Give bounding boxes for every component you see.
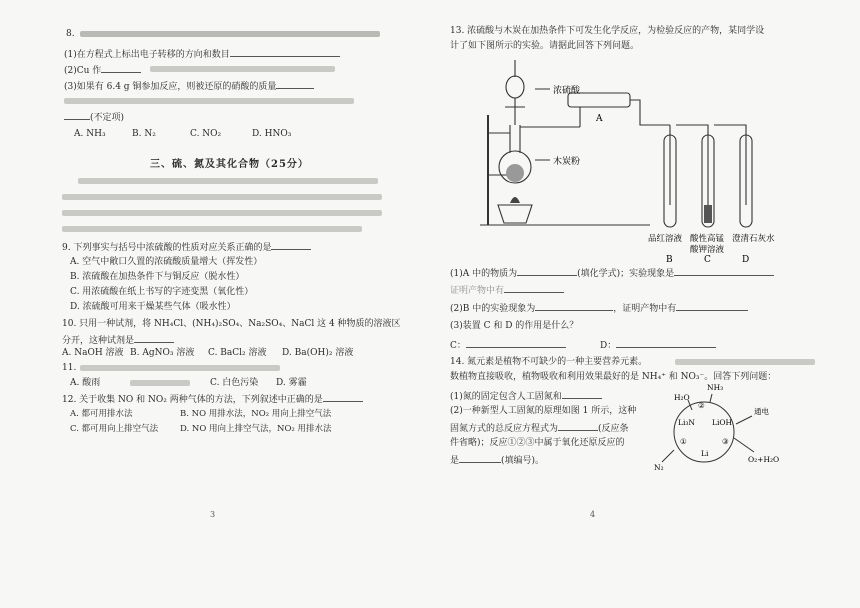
flame xyxy=(510,197,520,203)
label-sol-b: 品红溶液 xyxy=(648,234,683,244)
q8-stem-illegible xyxy=(80,31,380,37)
label-c: C xyxy=(704,255,711,265)
q8-part2 xyxy=(64,63,141,77)
q8-option-b: B. N₂ xyxy=(132,129,156,139)
q13-part2-blank xyxy=(535,301,613,311)
q12-option-b: B. NO 用排水法，NO₂ 用向上排空气法 xyxy=(180,409,332,419)
q12-option-d: D. NO 用向上排空气法，NO₂ 用排水法 xyxy=(180,424,332,434)
q8-part4-blank xyxy=(64,110,90,120)
label-power: 通电 xyxy=(754,407,769,416)
q11-option-d: D. 雾霾 xyxy=(276,378,307,388)
section-intro-line-1 xyxy=(78,178,378,184)
q8-part4-note: (不定项) xyxy=(90,113,125,123)
q12-option-c: C. 都可用向上排空气法 xyxy=(70,424,159,434)
q13-part3-c-label: C： xyxy=(450,341,466,351)
q13-part2 xyxy=(450,301,748,315)
charcoal-powder xyxy=(506,164,524,182)
q11-option-c: C. 白色污染 xyxy=(210,378,259,388)
q10-blank xyxy=(134,333,174,343)
q14-part1-blank xyxy=(562,389,602,399)
q11-option-b-illegible xyxy=(130,380,190,386)
right-page-number: 4 xyxy=(590,510,596,519)
q14-part2e xyxy=(450,453,544,467)
q8-part4-tail xyxy=(64,110,124,124)
q8-part3-text: (3)如果有 6.4 g 铜参加反应，则被还原的硝酸的质量 xyxy=(64,82,277,92)
q13-part3-d-label: D： xyxy=(600,341,617,351)
q13-part3: (3)装置 C 和 D 的作用是什么？ xyxy=(450,321,579,331)
q10-option-c: C. BaCl₂ 溶液 xyxy=(208,348,267,358)
q14-part2b-blank xyxy=(558,421,598,431)
q13-part2-text: (2)B 中的实验现象为 xyxy=(450,304,536,314)
section-intro-line-2 xyxy=(62,194,382,200)
q13-part1 xyxy=(450,266,774,280)
label-step-2: ② xyxy=(698,401,705,410)
q13-part1-text: (1)A 中的物质为 xyxy=(450,269,518,279)
q13-part3-d-blank xyxy=(616,338,716,348)
q13-part2-blank2 xyxy=(676,301,748,311)
q10-stem2 xyxy=(62,333,174,347)
q10-option-d: D. Ba(OH)₂ 溶液 xyxy=(282,348,354,358)
label-sol-d: 澄清石灰水 xyxy=(732,234,775,244)
q8-option-c: C. NO₂ xyxy=(190,129,222,139)
q14-part2: (2)一种新型人工固氮的原理如图 1 所示，这种 xyxy=(450,406,637,416)
q14-stem: 14. 氮元素是植物不可缺少的一种主要营养元素。 xyxy=(450,357,648,367)
label-step-1: ① xyxy=(680,437,687,446)
section-intro-line-3 xyxy=(62,210,382,216)
label-o2h2o: O₂+H₂O xyxy=(748,455,780,464)
label-li3n: Li₃N xyxy=(678,418,695,427)
q13-part1c xyxy=(450,283,564,297)
funnel-body xyxy=(506,76,524,98)
q11-number: 11. xyxy=(62,363,77,373)
q8-number: 8. xyxy=(66,29,75,39)
q9-option-b: B. 浓硫酸在加热条件下与铜反应（脱水性） xyxy=(70,272,245,282)
connecting-tubes xyxy=(670,125,746,205)
arrow-nh3 xyxy=(710,394,712,402)
q13-stem: 13. 浓硫酸与木炭在加热条件下可发生化学反应，为检验反应的产物，某同学设 xyxy=(450,26,765,36)
q10-stem2-text: 分开，这种试剂是 xyxy=(62,336,135,346)
q14-part2e-text: 是 xyxy=(450,456,460,466)
q14-stem-illegible xyxy=(675,359,815,365)
label-n2: N₂ xyxy=(654,463,664,472)
label-step-3: ③ xyxy=(722,437,729,446)
q14-part2e-blank xyxy=(459,453,501,463)
q8-part3 xyxy=(64,79,314,93)
q14-part2b-text: 固氮方式的总反应方程式为 xyxy=(450,424,559,434)
right-page xyxy=(430,0,860,608)
q8-part1-text: (1)在方程式上标出电子转移的方向和数目 xyxy=(64,50,230,60)
left-page-number: 3 xyxy=(210,510,216,519)
q10-stem: 10. 只用一种试剂，将 NH₄Cl、(NH₄)₂SO₄、Na₂SO₄、NaCl 这 4 种物质的溶液区 xyxy=(62,319,401,329)
permanganate-solution xyxy=(704,205,712,223)
label-lioh: LiOH xyxy=(712,418,733,427)
q13-part1-text2: (填化学式)；实验现象是 xyxy=(577,269,675,279)
q12-stem-text: 12. 关于收集 NO 和 NO₂ 两种气体的方法，下列叙述中正确的是 xyxy=(62,395,323,405)
label-nh3: NH₃ xyxy=(707,383,724,392)
q11-option-a: A. 酸雨 xyxy=(70,378,101,388)
q13-part3-d xyxy=(600,338,716,352)
q13-part1-blank2 xyxy=(674,266,774,276)
q13-apparatus-diagram xyxy=(450,55,830,265)
q14-part2f-text: (填编号)。 xyxy=(501,456,545,466)
label-acid: 浓硫酸 xyxy=(553,86,581,96)
q13-part1c-text: 证明产物中有 xyxy=(450,286,505,296)
q13-part3-c-blank xyxy=(466,338,566,348)
label-sol-c2: 酸钾溶液 xyxy=(690,245,725,255)
q14-part2c-text: (反应条 xyxy=(598,424,629,434)
q8-option-a: A. NH₃ xyxy=(74,129,106,139)
q9-stem-text: 9. 下列事实与括号中浓硫酸的性质对应关系正确的是 xyxy=(62,243,272,253)
q12-blank xyxy=(323,392,363,402)
q13-part1-blank xyxy=(517,266,577,276)
q8-part2-text: (2)Cu 作 xyxy=(64,66,102,76)
q8-part2-illegible xyxy=(150,66,335,72)
label-li: Li xyxy=(701,449,709,458)
section-intro-line-4 xyxy=(62,226,362,232)
nitrogen-fixation-cycle-diagram xyxy=(652,380,822,472)
q12-stem xyxy=(62,392,363,406)
q8-part2-blank xyxy=(101,63,141,73)
q8-option-d: D. HNO₃ xyxy=(252,129,292,139)
q13-part2-text2: ，证明产物中有 xyxy=(613,304,677,314)
label-sol-c: 酸性高锰 xyxy=(690,234,725,244)
arrow-o2h2o xyxy=(734,438,754,452)
tubing-to-b xyxy=(630,100,670,125)
q14-stem2: 数植物直接吸收，植物吸收和利用效果最好的是 NH₄⁺ 和 NO₃⁻。回答下列问题： xyxy=(450,372,777,382)
q9-blank xyxy=(271,240,311,250)
q10-option-b: B. AgNO₃ 溶液 xyxy=(130,348,195,358)
burner xyxy=(498,205,532,223)
arrow-n2 xyxy=(662,450,674,462)
q9-option-a: A. 空气中敞口久置的浓硫酸质量增大（挥发性） xyxy=(70,257,263,267)
q9-option-d: D. 浓硫酸可用来干燥某些气体（吸水性） xyxy=(70,302,236,312)
q8-part1 xyxy=(64,47,340,61)
q8-part3-blank xyxy=(276,79,314,89)
q9-option-c: C. 用浓硫酸在纸上书写的字迹变黑（氧化性） xyxy=(70,287,254,297)
q10-option-a: A. NaOH 溶液 xyxy=(62,348,124,358)
q13-part3-c xyxy=(450,338,566,352)
label-d: D xyxy=(742,255,750,265)
label-h2o: H₂O xyxy=(674,393,690,402)
q14-part2b xyxy=(450,421,629,435)
q14-part2d: 件省略)；反应①②③中属于氧化还原反应的 xyxy=(450,438,625,448)
label-charcoal: 木炭粉 xyxy=(553,157,581,167)
label-b: B xyxy=(666,255,673,265)
section-3-heading: 三、硫、氮及其化合物（25分） xyxy=(150,159,309,170)
q8-part1-blank xyxy=(230,47,340,57)
q13-stem2: 计了如下图所示的实验。请据此回答下列问题。 xyxy=(450,41,640,51)
q14-part1-text: (1)氮的固定包含人工固氮和 xyxy=(450,392,562,402)
arrow-power xyxy=(736,416,752,424)
q13-part1c-blank xyxy=(504,283,564,293)
q12-option-a: A. 都可用排水法 xyxy=(70,409,133,419)
q9-stem xyxy=(62,240,311,254)
q14-part1 xyxy=(450,389,602,403)
q11-stem-illegible xyxy=(80,365,280,371)
q8-part4-illegible xyxy=(64,98,354,104)
label-a: A xyxy=(596,114,603,124)
